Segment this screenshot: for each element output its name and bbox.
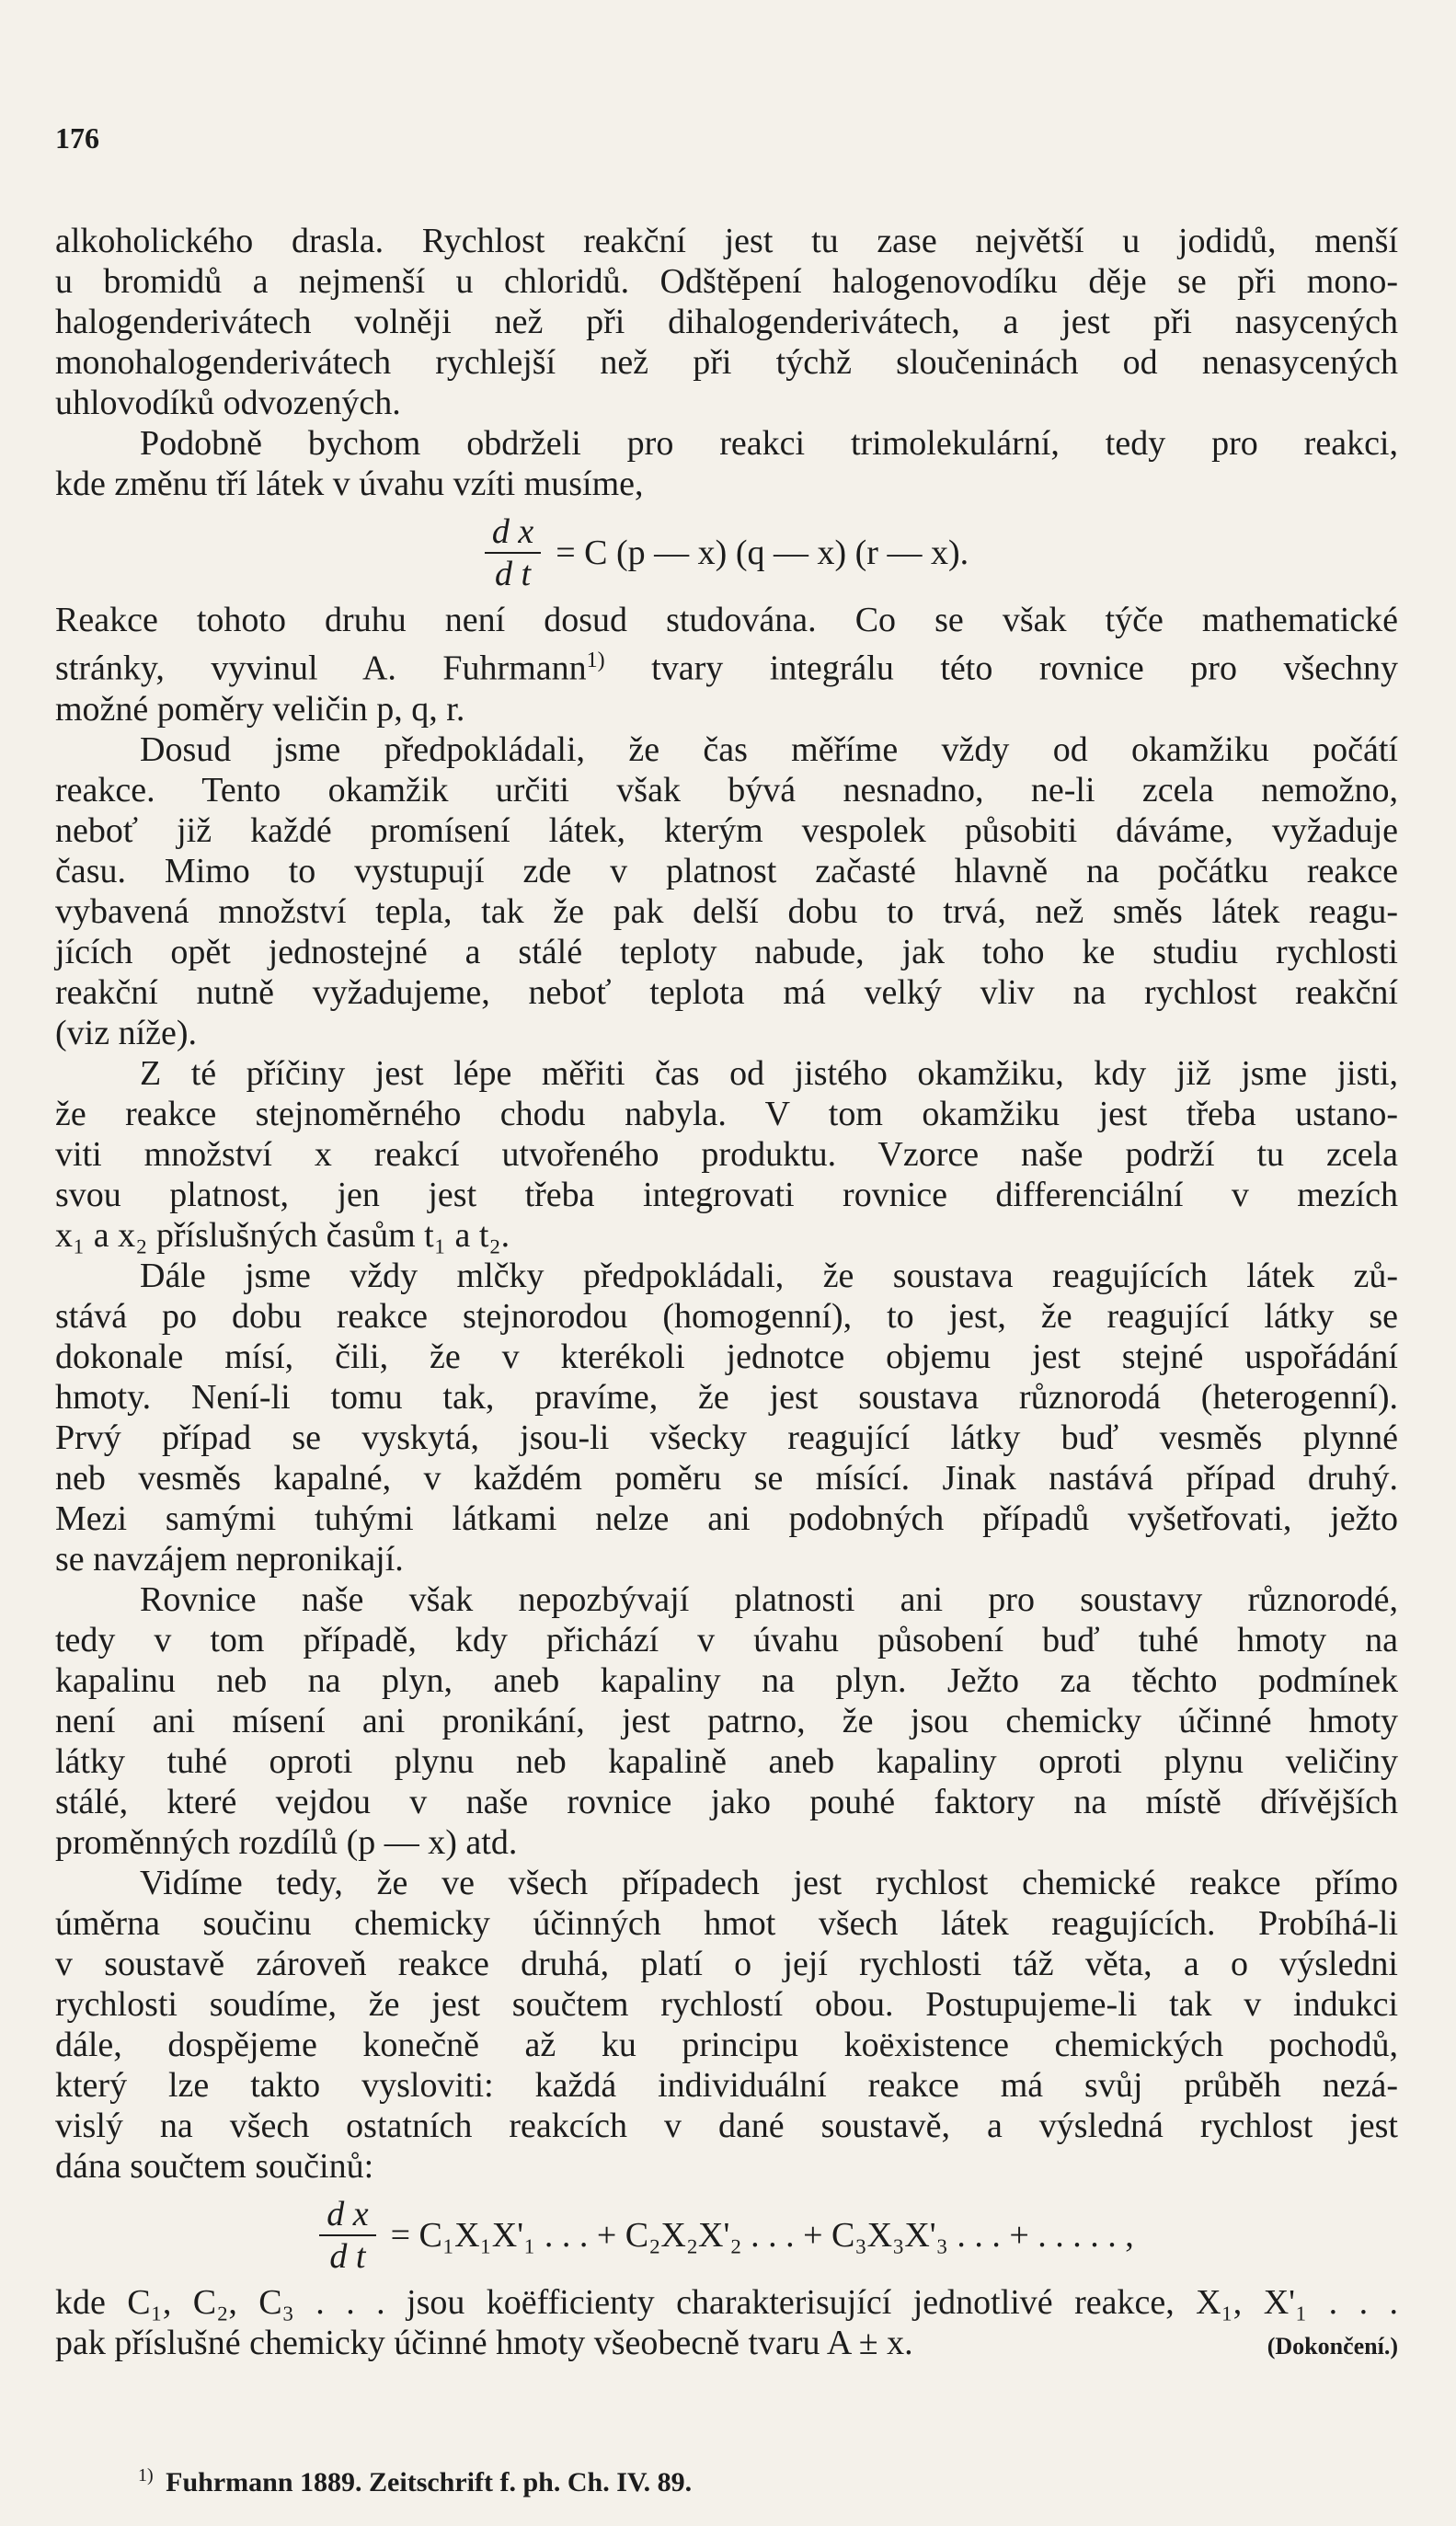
text-line: se navzájem nepronikají.: [55, 1539, 404, 1579]
text-line: času. Mimo to vystupují zde v platnost začasté hlavně na počátku reakce: [55, 851, 1398, 890]
paragraph-1: [55, 221, 1398, 423]
text-line: Rovnice naše však nepozbývají platnosti ani pro soustavy různorodé,: [140, 1579, 1398, 1619]
text-line: Reakce tohoto druhu není dosud studována. Co se však týče mathematické: [55, 601, 1398, 639]
text-line: (viz níže).: [55, 1013, 198, 1052]
text-line: halogenderivátech volněji než při dihalogenderivátech, a jest při nasycených: [55, 303, 1398, 341]
text-line: Dosud jsme předpokládali, že čas měříme vždy od okamžiku počátí: [140, 729, 1398, 769]
text-line: neb vesměs kapalné, v každém poměru se mísící. Jinak nastává případ druhý.: [55, 1458, 1398, 1498]
text-line: x₁ a x₂ příslušných časům t₁ a t₂.: [55, 1215, 510, 1255]
paragraph-8: [55, 1863, 1398, 2187]
paragraph-6: [55, 1256, 1398, 1579]
footnote-mark: 1): [138, 2465, 154, 2486]
equation-rhs: = C₁X₁X'₁ . . . + C₂X₂X'₂ . . . + C₃X₃X'₃ . . . + . . . . . ,: [390, 2215, 1134, 2255]
text-line: Dále jsme vždy mlčky předpokládali, že soustava reagujících látek zů-: [140, 1256, 1398, 1295]
fraction-dx-dt: [485, 511, 541, 594]
paragraph-4: [55, 729, 1398, 1053]
text-line: vybavená množství tepla, tak že pak delší dobu to trvá, než směs látek reagu-: [55, 891, 1398, 931]
text-line: Vidíme tedy, že ve všech případech jest rychlost chemické reakce přímo: [140, 1863, 1398, 1902]
text-line: látky tuhé oproti plynu neb kapalině aneb kapaliny oproti plynu veličiny: [55, 1741, 1398, 1781]
text-fragment: pak příslušné chemicky účinné hmoty všeobecně tvaru A ± x.: [55, 2323, 913, 2362]
fraction-denominator: d t: [495, 555, 532, 593]
text-line: alkoholického drasla. Rychlost reakční jest tu zase největší u jodidů, menší: [55, 222, 1398, 260]
continued-note: (Dokončení.): [1267, 2332, 1398, 2360]
text-line: svou platnost, jen jest třeba integrovati rovnice differenciální v mezích: [55, 1175, 1398, 1214]
paragraph-7: [55, 1579, 1398, 1863]
text-line: uhlovodíků odvozených.: [55, 384, 401, 422]
text-line: u bromidů a nejmenší u chloridů. Odštěpení halogenovodíku děje se při mono-: [55, 262, 1398, 301]
text-line: kde změnu tří látek v úvahu vzíti musíme,: [55, 465, 644, 503]
text-line: kapalinu neb na plyn, aneb kapaliny na plyn. Ježto za těchto podmínek: [55, 1660, 1398, 1700]
text-line: monohalogenderivátech rychlejší než při týchž sloučeninách od nenasycených: [55, 343, 1398, 382]
text-line: rychlosti soudíme, že jest součtem rychlostí obou. Postupujeme-li tak v indukci: [55, 1984, 1398, 2024]
text-line: [55, 2323, 1398, 2367]
text-fragment: tvary integrálu této rovnice pro všechny: [651, 649, 1399, 688]
body-text: [55, 221, 1398, 2367]
text-line: neboť již každé promísení látek, kterým vespolek působiti dáváme, vyžaduje: [55, 810, 1398, 850]
text-line: kde C₁, C₂, C₃ . . . jsou koëfficienty charakterisující jednotlivé reakce, X₁, X'₁ . . .: [55, 2282, 1398, 2322]
text-line: Podobně bychom obdrželi pro reakci trimolekulární, tedy pro reakci,: [140, 424, 1398, 463]
footnote-reference: 1): [586, 649, 605, 672]
fraction-dx-dt: [319, 2194, 375, 2277]
text-line: hmoty. Není-li tomu tak, pravíme, že jest soustava různorodá (heterogenní).: [55, 1377, 1398, 1417]
text-line: že reakce stejnoměrného chodu nabyla. V tom okamžiku jest třeba ustano-: [55, 1094, 1398, 1133]
text-line: Z té příčiny jest lépe měřiti čas od jistého okamžiku, kdy již jsme jisti,: [140, 1053, 1398, 1093]
text-line: není ani mísení ani pronikání, jest patrno, že jsou chemicky účinné hmoty: [55, 1701, 1398, 1740]
text-line: v soustavě zároveň reakce druhá, platí o její rychlosti táž věta, a o výsledni: [55, 1944, 1398, 1983]
text-line: který lze takto vysloviti: každá individuální reakce má svůj průběh nezá-: [55, 2065, 1398, 2105]
text-line: reakce. Tento okamžik určiti však bývá nesnadno, ne-li zcela nemožno,: [55, 770, 1398, 809]
text-line: [55, 640, 1398, 689]
text-line: dále, dospějeme konečně až ku principu koëxistence chemických pochodů,: [55, 2025, 1398, 2064]
page-number: 176: [55, 121, 99, 155]
text-line: tedy v tom případě, kdy přichází v úvahu působení buď tuhé hmoty na: [55, 1620, 1398, 1659]
paragraph-9: [55, 2282, 1398, 2367]
text-line: dána součtem součinů:: [55, 2146, 374, 2186]
equation-rhs: = C (p — x) (q — x) (r — x).: [556, 534, 969, 572]
paragraph-3: [55, 600, 1398, 729]
text-line: stává po dobu reakce stejnorodou (homogenní), to jest, že reagující látky se: [55, 1296, 1398, 1336]
text-line: reakční nutně vyžadujeme, neboť teplota má velký vliv na rychlost reakční: [55, 972, 1398, 1012]
text-fragment: stránky, vyvinul A. Fuhrmann: [55, 649, 587, 688]
fraction-numerator: d x: [319, 2194, 375, 2236]
text-line: proměnných rozdílů (p — x) atd.: [55, 1822, 518, 1862]
fraction-numerator: d x: [485, 511, 541, 554]
text-line: úměrna součinu chemicky účinných hmot všech látek reagujících. Probíhá-li: [55, 1903, 1398, 1943]
text-line: viti množství x reakcí utvořeného produktu. Vzorce naše podrží tu zcela: [55, 1134, 1398, 1174]
text-line: jících opět jednostejné a stálé teploty nabude, jak toho ke studiu rychlosti: [55, 932, 1398, 971]
text-line: Mezi samými tuhými látkami nelze ani podobných případů vyšetřovati, ježto: [55, 1498, 1398, 1538]
footnote: [138, 2465, 692, 2498]
text-line: dokonale mísí, čili, že v kterékoli jednotce objemu jest stejné uspořádání: [55, 1337, 1398, 1376]
text-line: vislý na všech ostatních reakcích v dané soustavě, a výsledná rychlost jest: [55, 2106, 1398, 2145]
paragraph-2: [55, 423, 1398, 504]
paragraph-5: [55, 1053, 1398, 1256]
footnote-text: Fuhrmann 1889. Zeitschrift f. ph. Ch. IV. 89.: [166, 2467, 693, 2497]
equation-trimolecular: [55, 511, 1398, 594]
text-line: možné poměry veličin p, q, r.: [55, 689, 465, 729]
fraction-denominator: d t: [329, 2236, 366, 2276]
text-line: stálé, které vejdou v naše rovnice jako pouhé faktory na místě dřívějších: [55, 1782, 1398, 1821]
text-line: Prvý případ se vyskytá, jsou-li všecky reagující látky buď vesměs plynné: [55, 1418, 1398, 1457]
equation-coexistence: [55, 2194, 1398, 2277]
